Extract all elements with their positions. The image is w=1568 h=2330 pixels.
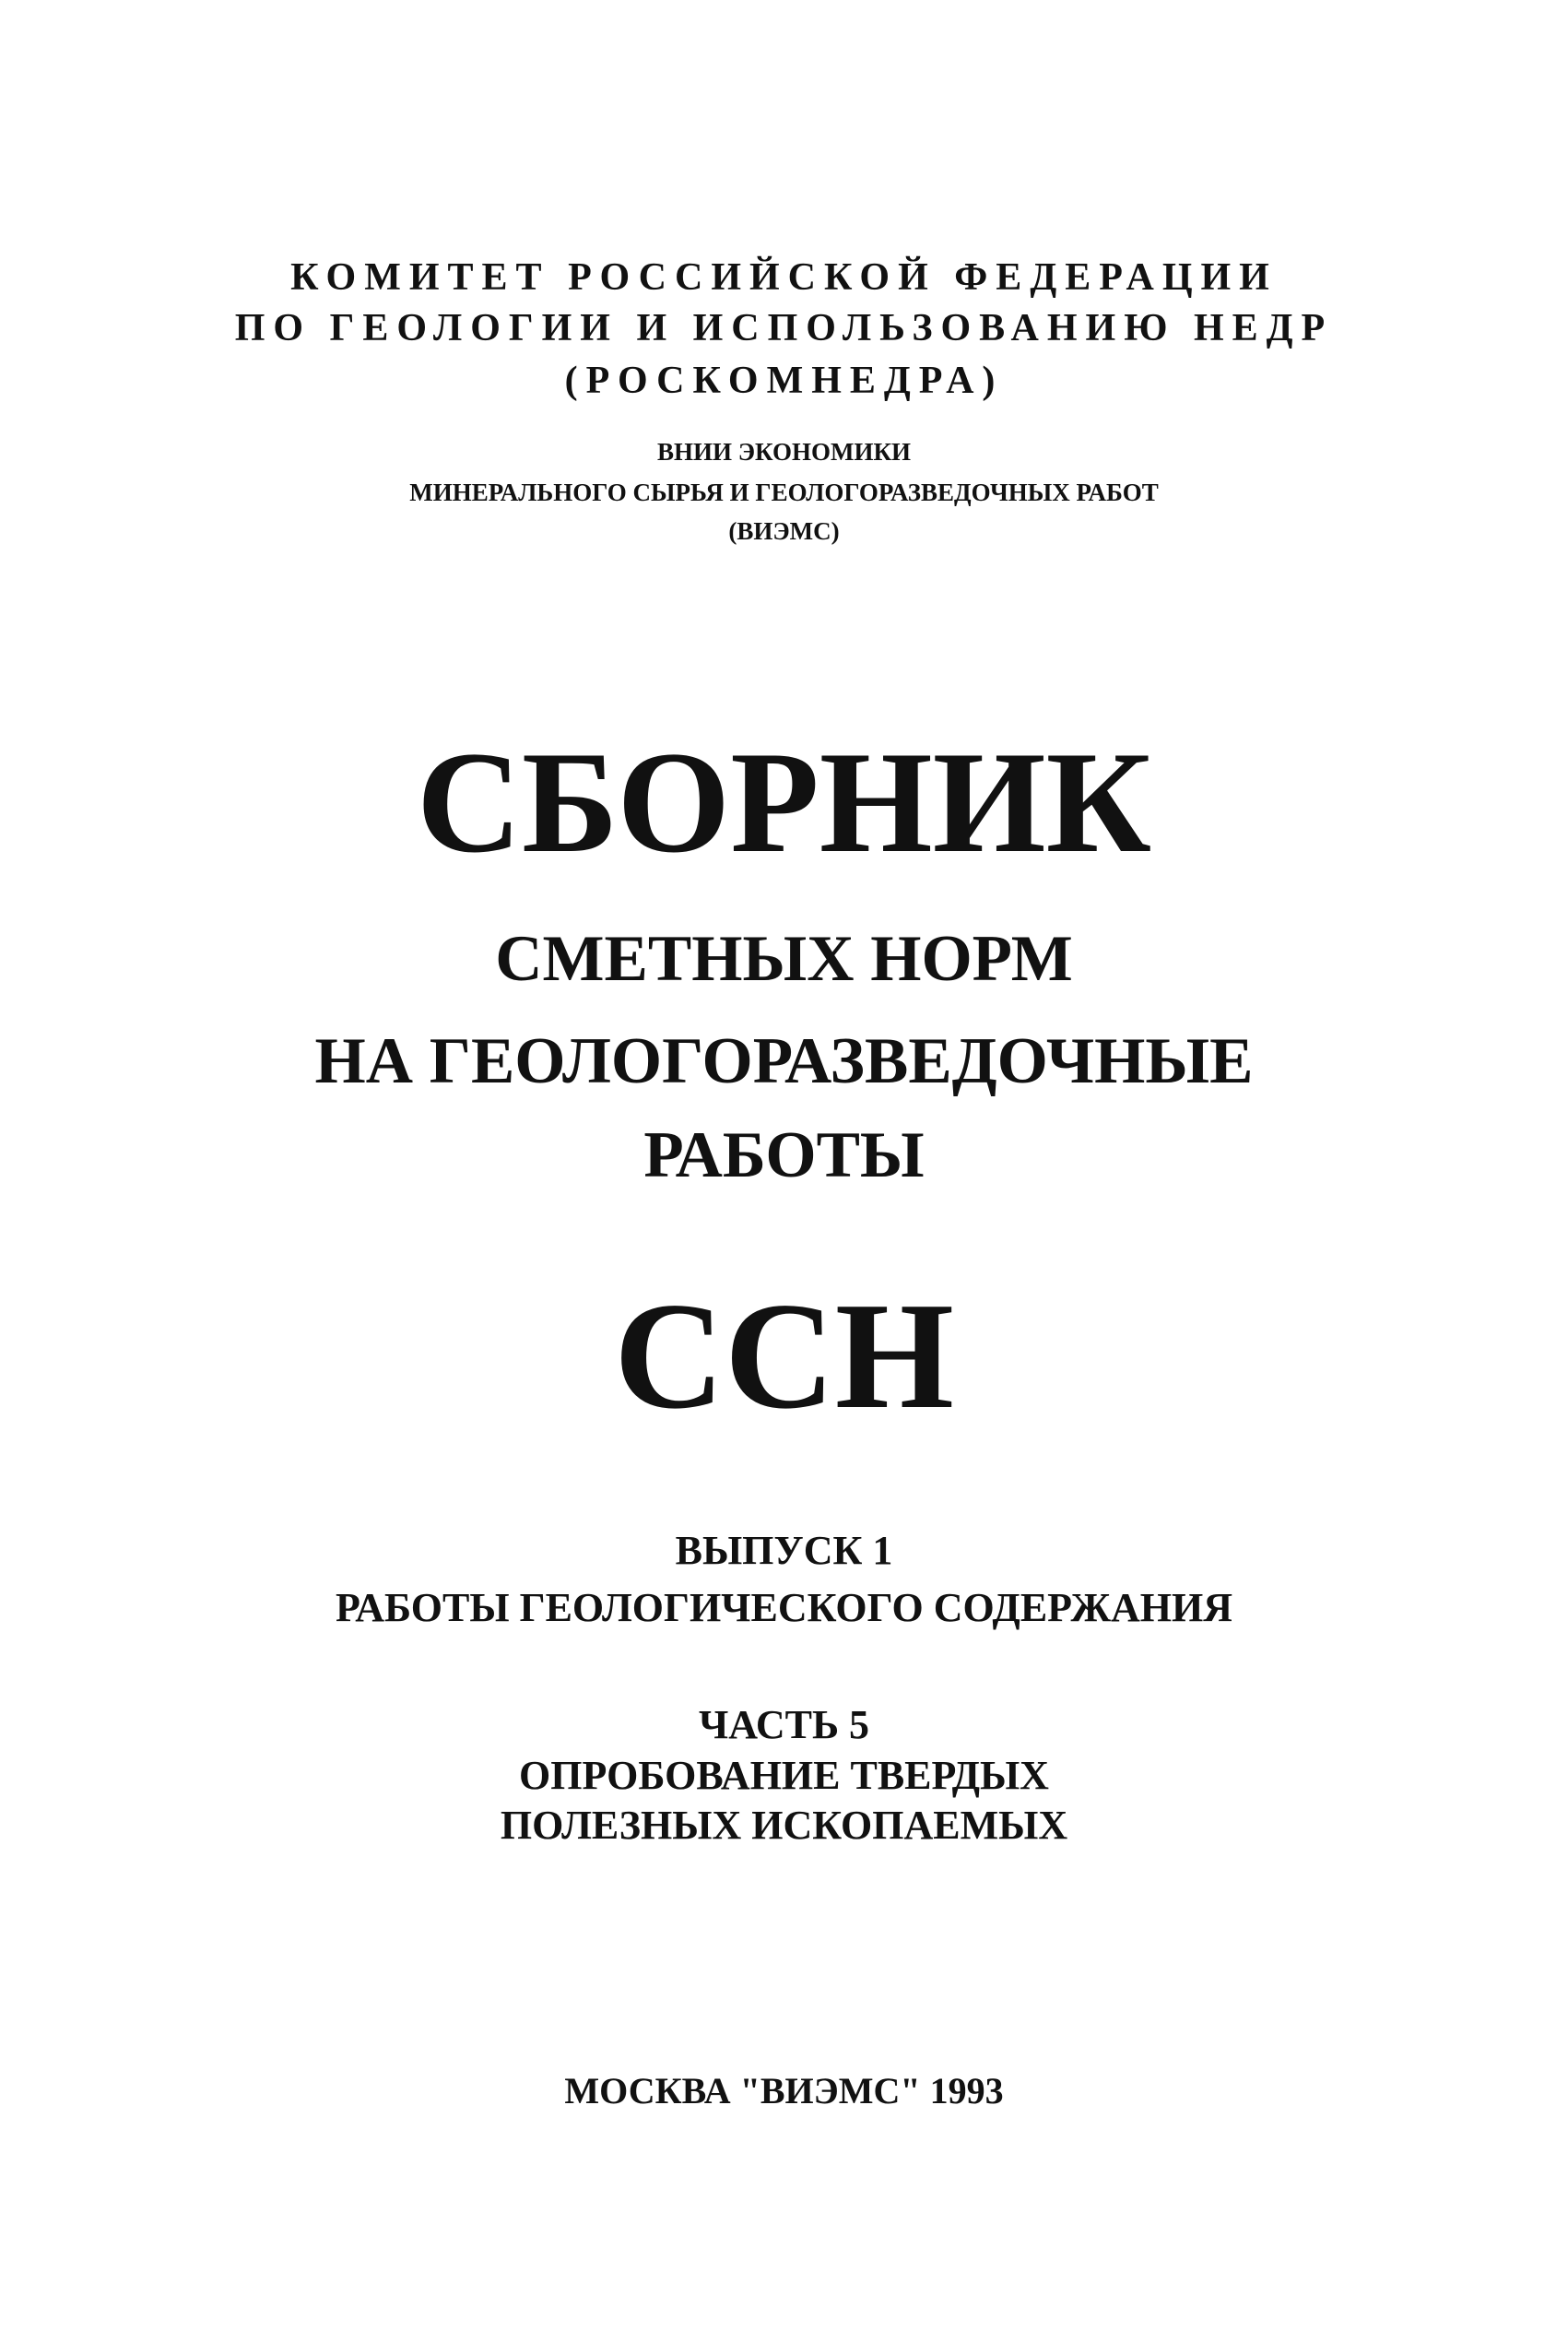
part-name-line-1: ОПРОБОВАНИЕ ТВЕРДЫХ [519,1753,1049,1798]
imprint: МОСКВА "ВИЭМС" 1993 [564,2070,1004,2111]
part-label: ЧАСТЬ 5 [698,1702,870,1747]
subtitle-line-3: РАБОТЫ [643,1119,925,1191]
main-title: СБОРНИК [416,722,1152,883]
subtitle-line-1: СМЕТНЫХ НОРМ [495,923,1073,995]
committee-line-2: ПО ГЕОЛОГИИ И ИСПОЛЬЗОВАНИЮ НЕДР [234,307,1334,349]
issue-name: РАБОТЫ ГЕОЛОГИЧЕСКОГО СОДЕРЖАНИЯ [335,1585,1233,1630]
committee-line-3: (РОСКОМНЕДРА) [564,360,1004,402]
institute-line-3: (ВИЭМС) [728,517,840,545]
institute-line-1: ВНИИ ЭКОНОМИКИ [656,438,912,466]
institute-line-2: МИНЕРАЛЬНОГО СЫРЬЯ И ГЕОЛОГОРАЗВЕДОЧНЫХ РАБОТ [409,479,1159,506]
issue-label: ВЫПУСК 1 [675,1528,893,1573]
part-name-line-2: ПОЛЕЗНЫХ ИСКОПАЕМЫХ [500,1803,1068,1848]
subtitle-line-2: НА ГЕОЛОГОРАЗВЕДОЧНЫЕ [314,1025,1254,1097]
committee-line-1: КОМИТЕТ РОССИЙСКОЙ ФЕДЕРАЦИИ [290,256,1278,299]
abbreviation-title: ССН [614,1271,954,1440]
